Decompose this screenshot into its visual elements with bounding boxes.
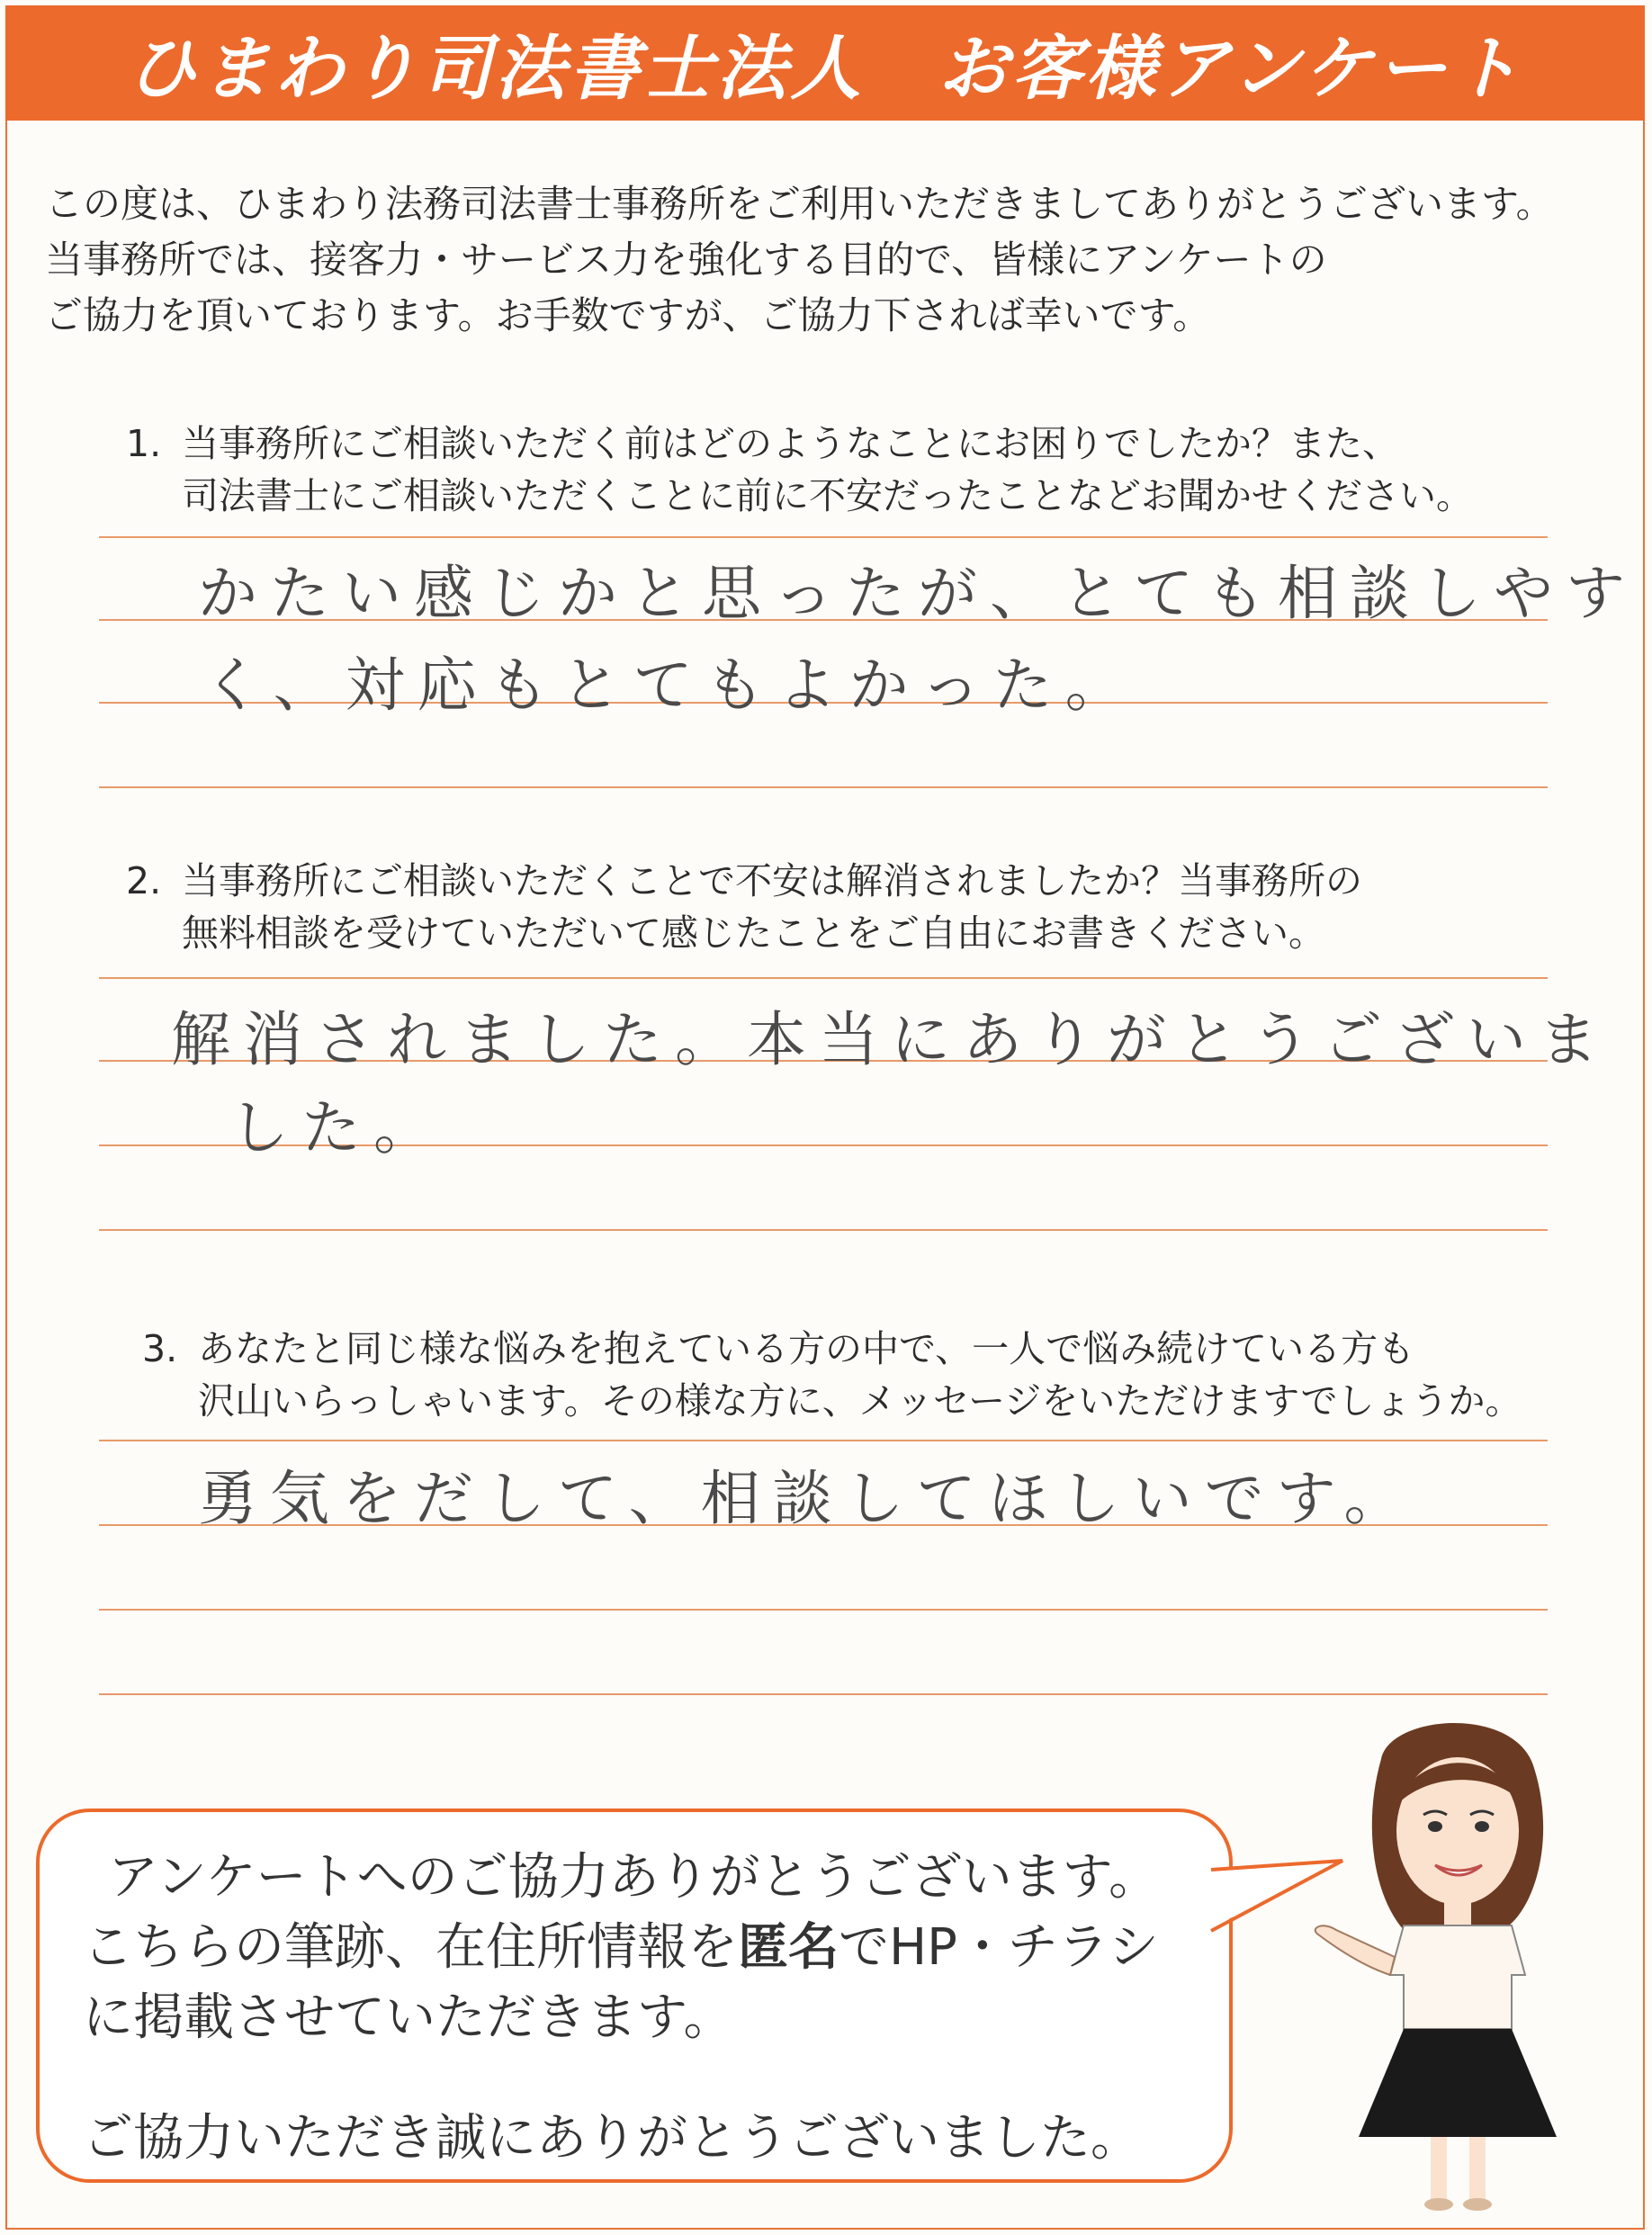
handwritten-answer: した。	[229, 1093, 445, 1162]
bubble-text: こちらの筆跡、在住所情報を	[83, 1918, 738, 1977]
question-1	[126, 417, 1473, 522]
bubble-line: に掲載させていただきます。	[83, 1988, 734, 2047]
answer-rule	[99, 1229, 1548, 1231]
speech-bubble	[36, 1809, 1233, 2183]
question-number: 3.	[142, 1327, 178, 1370]
question-2	[126, 855, 1362, 959]
bubble-line	[83, 1907, 1159, 1979]
question-number: 2.	[126, 859, 162, 902]
staff-illustration	[1309, 1705, 1606, 2218]
bubble-line: アンケートへのご協力ありがとうございます。	[108, 1848, 1160, 1907]
page-title: ひまわり司法書士法人 お客様アンケート	[126, 29, 1524, 110]
handwritten-answer: く、対応もとてもよかった。	[202, 651, 1137, 720]
question-text: あなたと同じ様な悩みを抱えている方の中で、一人で悩み続けている方も	[198, 1327, 1415, 1370]
answer-rule	[99, 1693, 1548, 1695]
answer-rule	[99, 1609, 1548, 1611]
bubble-text: でHP・チラシ	[839, 1918, 1159, 1977]
answer-rule	[99, 1440, 1548, 1441]
handwritten-answer: かたい感じかと思ったが、とても相談しやす	[198, 559, 1638, 628]
bubble-line: ご協力いただき誠にありがとうございました。	[83, 2109, 1141, 2168]
question-text: 当事務所にご相談いただく前はどのようなことにお困りでしたか？また、	[182, 422, 1399, 465]
answer-rule	[99, 536, 1548, 538]
question-text: 司法書士にご相談いただくことに前に不安だったことなどお聞かせください。	[182, 474, 1473, 517]
question-text: 無料相談を受けていただいて感じたことをご自由にお書きください。	[182, 911, 1325, 955]
handwritten-answer: 勇気をだして、相談してほしいです。	[198, 1464, 1416, 1533]
intro-text	[45, 176, 1638, 344]
handwritten-answer: 解消されました。本当にありがとうございま	[171, 1005, 1611, 1074]
header-banner	[5, 5, 1645, 121]
intro-line: この度は、ひまわり法務司法書士事務所をご利用いただきましてありがとうございます。	[45, 182, 1554, 226]
answer-rule	[99, 977, 1548, 979]
bubble-emphasis: 匿名	[738, 1918, 839, 1977]
answer-rule	[99, 786, 1548, 788]
intro-line: 当事務所では、接客力・サービス力を強化する目的で、皆様にアンケートの	[45, 238, 1327, 282]
intro-line: ご協力を頂いております。お手数ですが、ご協力下されば幸いです。	[45, 293, 1211, 337]
question-number: 1.	[126, 422, 162, 465]
question-text: 当事務所にご相談いただくことで不安は解消されましたか？当事務所の	[182, 859, 1362, 902]
question-text: 沢山いらっしゃいます。その様な方に、メッセージをいただけますでしょうか。	[198, 1379, 1522, 1423]
question-3	[142, 1323, 1522, 1427]
